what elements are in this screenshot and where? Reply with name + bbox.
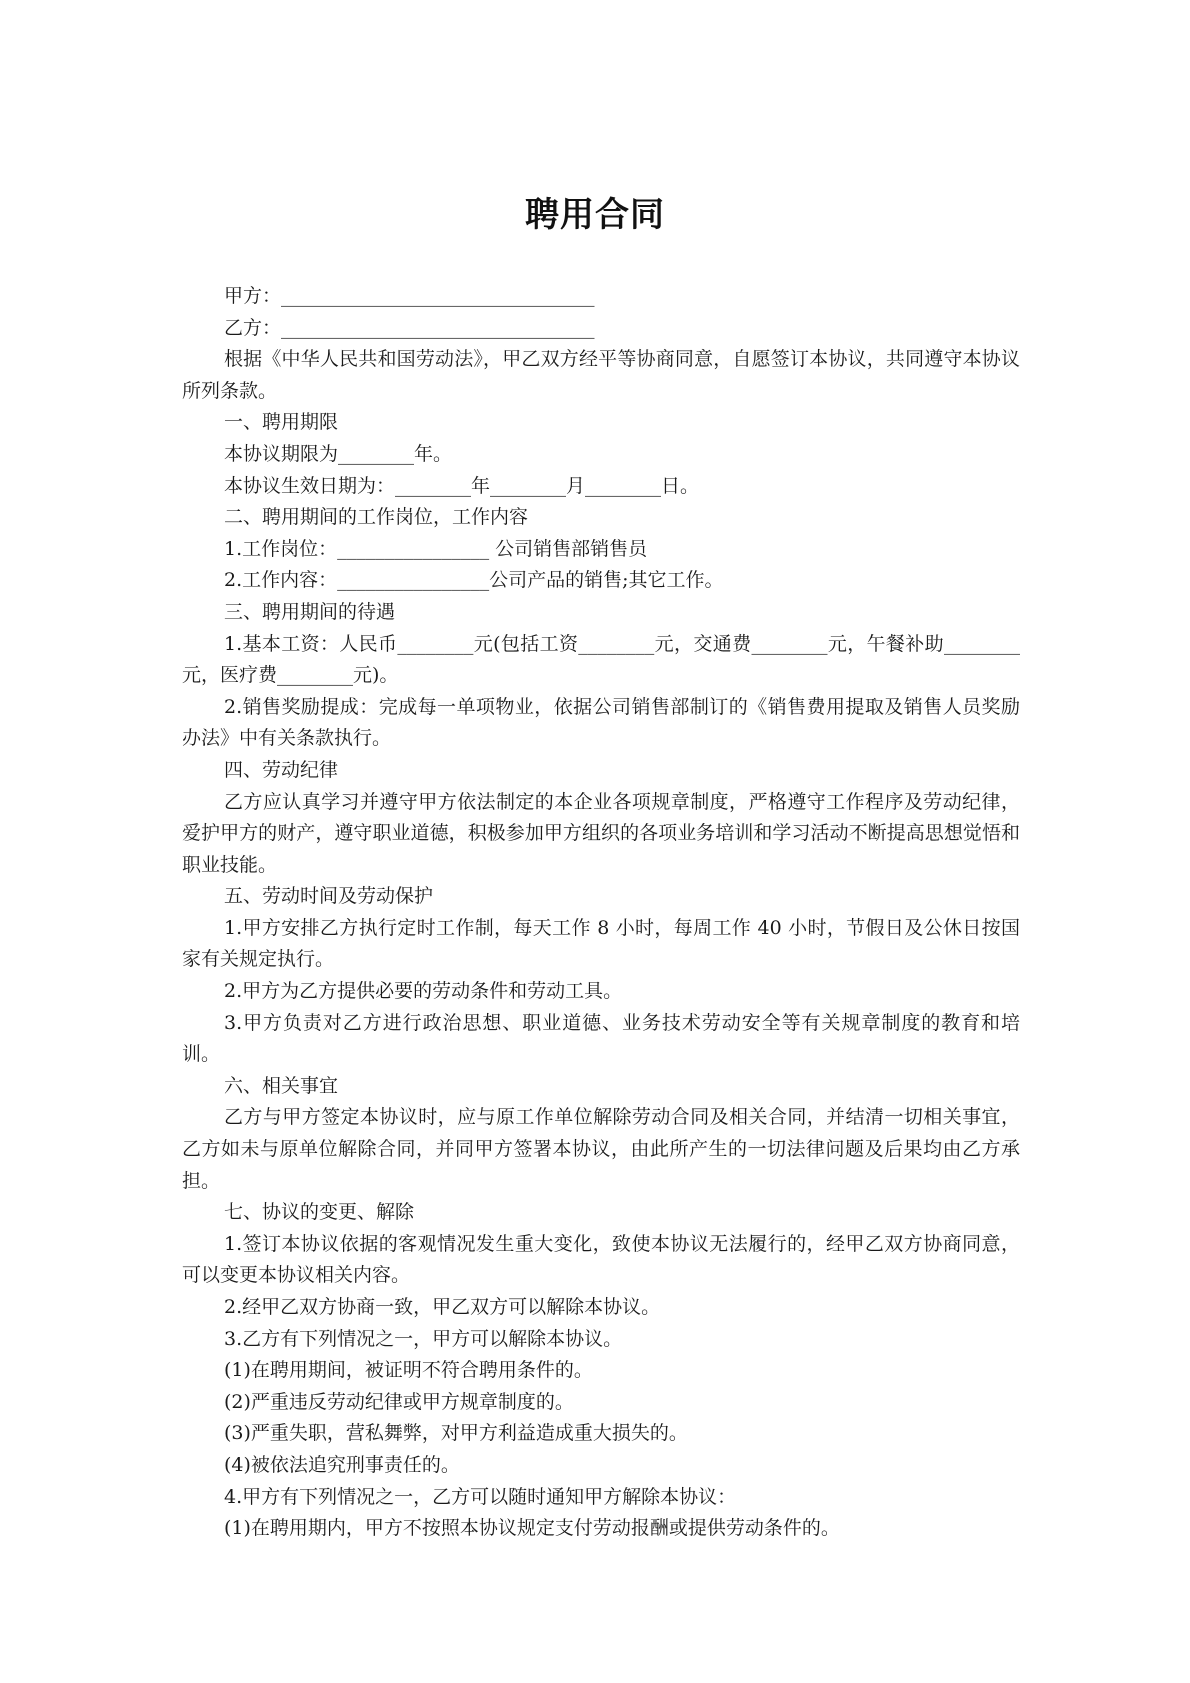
job-content-line: 2.工作内容：________________公司产品的销售;其它工作。 — [224, 569, 724, 592]
section-heading-related-matters: 六、相关事宜 — [224, 1074, 339, 1097]
related-matters-paragraph: 乙方与甲方签定本协议时，应与原工作单位解除劳动合同及相关合同，并结清一切相关事宜，乙方如未与原单位解除合同，并同甲方签署本协议，由此所产生的一切法律问题及后果均由乙方承担。 — [182, 1106, 1020, 1192]
document-title: 聘用合同 — [525, 195, 665, 235]
amendment-clause-1: 1.签订本协议依据的客观情况发生重大变化，致使本协议无法履行的，经甲乙双方协商同意，可以变更本协议相关内容。 — [182, 1232, 1020, 1287]
termination-item-4: (4)被依法追究刑事责任的。 — [224, 1453, 460, 1476]
termination-item-1: (1)在聘用期间，被证明不符合聘用条件的。 — [224, 1359, 593, 1382]
training-paragraph: 3.甲方负责对乙方进行政治思想、职业道德、业务技术劳动安全等有关规章制度的教育和培训。 — [182, 1011, 1020, 1066]
document-body — [182, 281, 1020, 1545]
amendment-clause-3: 3.乙方有下列情况之一，甲方可以解除本协议。 — [224, 1327, 623, 1350]
employee-termination-item-1: (1)在聘用期内，甲方不按照本协议规定支付劳动报酬或提供劳动条件的。 — [224, 1517, 840, 1540]
discipline-paragraph: 乙方应认真学习并遵守甲方依法制定的本企业各项规章制度，严格遵守工作程序及劳动纪律，爱护甲方的财产，遵守职业道德，积极参加甲方组织的各项业务培训和学习活动不断提高思想觉悟和职业技能。 — [182, 790, 1020, 876]
section-heading-discipline: 四、劳动纪律 — [224, 758, 339, 781]
section-heading-term: 一、聘用期限 — [224, 411, 339, 434]
preamble-paragraph: 根据《中华人民共和国劳动法》，甲乙双方经平等协商同意，自愿签订本协议，共同遵守本协议所列条款。 — [182, 348, 1020, 402]
section-heading-amendment: 七、协议的变更、解除 — [224, 1201, 415, 1224]
section-heading-working-hours: 五、劳动时间及劳动保护 — [224, 885, 434, 908]
party-b-line: 乙方：_________________________________ — [224, 316, 595, 339]
sales-bonus-paragraph: 2.销售奖励提成：完成每一单项物业，依据公司销售部制订的《销售费用提取及销售人员奖励办法》中有关条款执行。 — [182, 695, 1020, 750]
amendment-clause-4: 4.甲方有下列情况之一，乙方可以随时通知甲方解除本协议： — [224, 1485, 737, 1508]
termination-item-2: (2)严重违反劳动纪律或甲方规章制度的。 — [224, 1390, 574, 1413]
section-heading-compensation: 三、聘用期间的待遇 — [224, 600, 396, 623]
working-conditions-line: 2.甲方为乙方提供必要的劳动条件和劳动工具。 — [224, 980, 623, 1003]
working-hours-paragraph: 1.甲方安排乙方执行定时工作制，每天工作 8 小时，每周工作 40 小时，节假日及公休日按国家有关规定执行。 — [182, 916, 1020, 971]
position-line: 1.工作岗位：________________ 公司销售部销售员 — [224, 537, 648, 560]
term-duration-line: 本协议期限为________年。 — [224, 442, 453, 465]
party-a-line: 甲方：_________________________________ — [224, 285, 595, 307]
effective-date-line: 本协议生效日期为：________年________月________日。 — [224, 474, 700, 497]
termination-item-3: (3)严重失职，营私舞弊，对甲方利益造成重大损失的。 — [224, 1422, 688, 1445]
section-heading-position: 二、聘用期间的工作岗位，工作内容 — [224, 506, 529, 529]
base-salary-paragraph: 1.基本工资：人民币________元(包括工资________元，交通费________元，午餐补助________元，医疗费________元)。 — [182, 632, 1020, 687]
amendment-clause-2: 2.经甲乙双方协商一致，甲乙双方可以解除本协议。 — [224, 1296, 661, 1318]
